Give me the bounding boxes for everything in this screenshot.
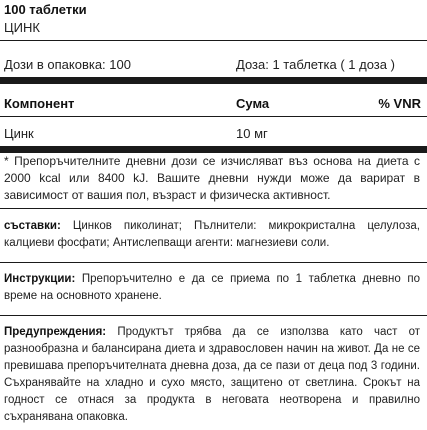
divider — [0, 315, 427, 316]
product-name: ЦИНК — [4, 20, 40, 35]
thick-divider — [0, 146, 427, 153]
ingredients-label: съставки: — [4, 220, 61, 232]
header-component: Компонент — [4, 96, 75, 111]
instructions-section — [4, 271, 420, 305]
row-component: Цинк — [4, 126, 34, 141]
divider — [0, 40, 427, 41]
doses-per-package: Дози в опаковка: 100 — [4, 57, 131, 72]
instructions-label: Инструкции: — [4, 273, 76, 285]
instructions-text: Препоръчително е да се приема по 1 таблетка дневно по време на основното хранене. — [4, 273, 420, 302]
warnings-section — [4, 324, 420, 426]
product-count: 100 таблетки — [4, 2, 87, 17]
divider — [0, 262, 427, 263]
ingredients-section — [4, 218, 420, 252]
warnings-text: Продуктът трябва да се използва като част от разнообразна и балансирана диета и здравословен начин на живот. Да не се превишава препоръчителната дневна доза, да се пази от деца под 3 години. Съхранявайте на хладно и сухо място, защитено от светлина. Срокът на годност се отнася за продукта в неговата неотворена и правилно съхранявана опаковка. — [4, 326, 420, 423]
divider — [0, 116, 427, 117]
footnote: * Препоръчителните дневни дози се изчисляват въз основа на диета с 2000 kcal или 8400 kJ. Вашите дневни нужди може да варират в зависимост от вашия пол, възраст и физическа активност. — [4, 154, 420, 202]
ingredients-text: Цинков пиколинат; Пълнители: микрокристална целулоза, калциеви фосфати; Антислепващи агенти: магнезиеви соли. — [4, 220, 420, 249]
divider — [0, 208, 427, 209]
row-amount: 10 мг — [236, 126, 268, 141]
thick-divider — [0, 77, 427, 84]
warnings-label: Предупреждения: — [4, 326, 107, 338]
serving-size: Доза: 1 таблетка ( 1 доза ) — [236, 57, 395, 72]
header-vnr: % VNR — [378, 96, 421, 111]
header-amount: Сума — [236, 96, 270, 111]
